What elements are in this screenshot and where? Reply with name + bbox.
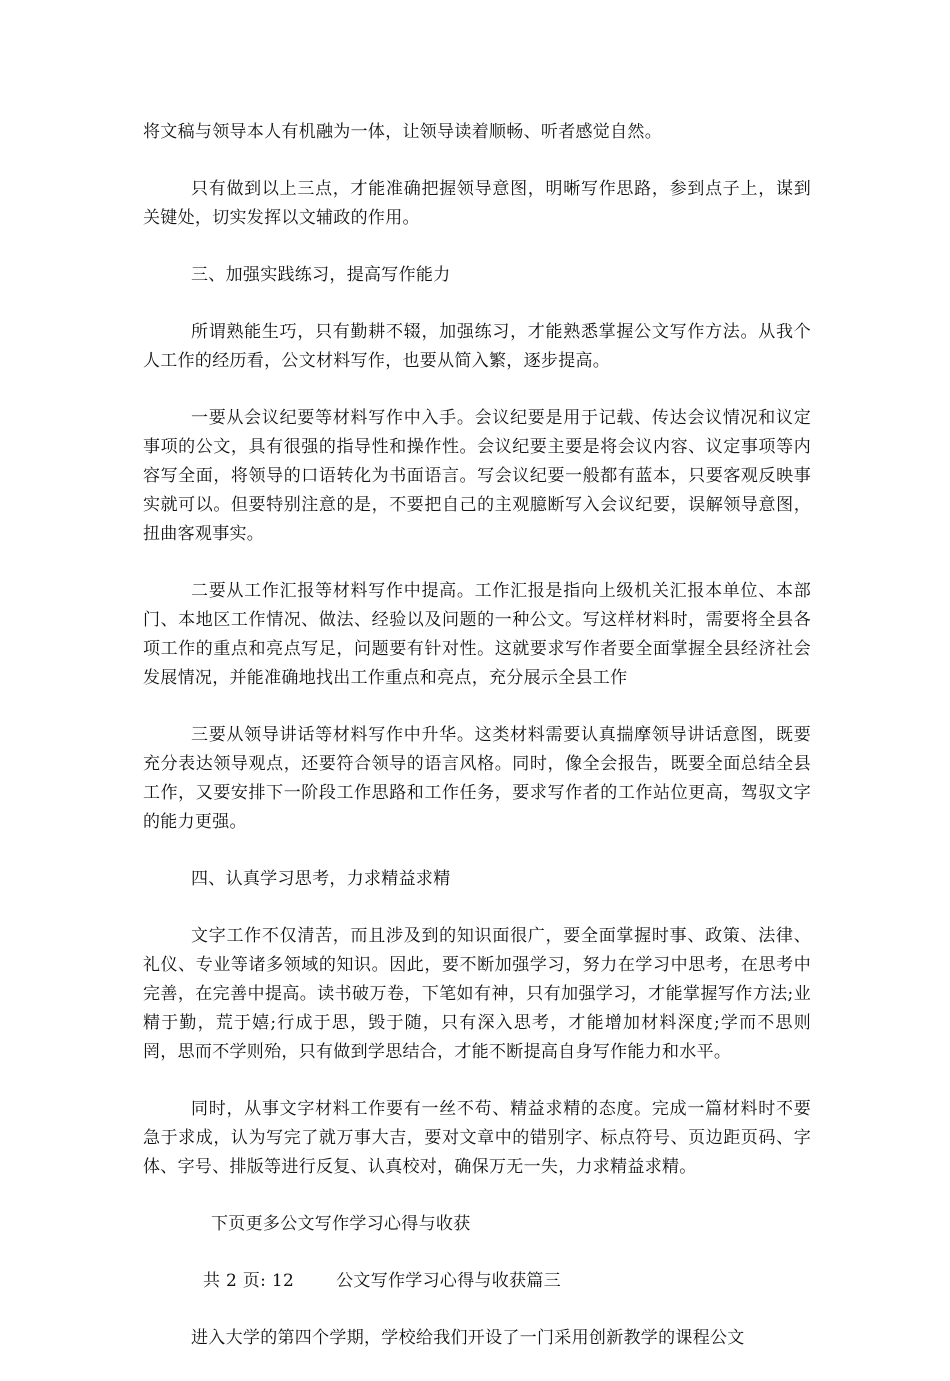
paragraph-summary: 只有做到以上三点，才能准确把握领导意图，明晰写作思路，参到点子上，谋到关键处，切实发挥以文辅政的作用。 bbox=[143, 179, 811, 228]
section-heading-four: 四、认真学习思考，力求精益求精 bbox=[191, 869, 451, 889]
paragraph-meeting-minutes: 一要从会议纪要等材料写作中入手。会议纪要是用于记载、传达会议情况和议定事项的公文，具有很强的指导性和操作性。会议纪要主要是将会议内容、议定事项等内容写全面，将领导的口语转化为书面语言。写会议纪要一般都有蓝本，只要客观反映事实就可以。但要特别注意的是，不要把自己的主观臆断写入会议纪要，误解领导意图，扭曲客观事实。 bbox=[143, 408, 811, 544]
pagination bbox=[143, 1267, 811, 1296]
more-pages-link[interactable]: 下页更多公文写作学习心得与收获 bbox=[211, 1214, 471, 1234]
paragraph-leader-speech: 三要从领导讲话等材料写作中升华。这类材料需要认真揣摩领导讲话意图，既要充分表达领导观点，还要符合领导的语言风格。同时，像全会报告，既要全面总结全县工作，又要安排下一阶段工作思路和工作任务，要求写作者的工作站位更高，驾驭文字的能力更强。 bbox=[143, 725, 811, 832]
document-page bbox=[143, 118, 811, 1381]
page-count[interactable]: 共 2 页: 12 bbox=[203, 1271, 295, 1291]
paragraph-new-article: 进入大学的第四个学期，学校给我们开设了一门采用创新教学的课程公文 bbox=[191, 1328, 745, 1348]
section-heading-three: 三、加强实践练习，提高写作能力 bbox=[191, 265, 451, 285]
paragraph-attitude: 同时，从事文字材料工作要有一丝不苟、精益求精的态度。完成一篇材料时不要急于求成，认为写完了就万事大吉，要对文章中的错别字、标点符号、页边距页码、字体、字号、排版等进行反复、认真校对，确保万无一失，力求精益求精。 bbox=[143, 1099, 811, 1177]
paragraph-practice: 所谓熟能生巧，只有勤耕不辍，加强练习，才能熟悉掌握公文写作方法。从我个人工作的经历看，公文材料写作，也要从简入繁，逐步提高。 bbox=[143, 322, 811, 371]
paragraph-study: 文字工作不仅清苦，而且涉及到的知识面很广，要全面掌握时事、政策、法律、礼仪、专业等诸多领域的知识。因此，要不断加强学习，努力在学习中思考，在思考中完善，在完善中提高。读书破万卷，下笔如有神，只有加强学习，才能掌握写作方法;业精于勤，荒于嬉;行成于思，毁于随，只有深入思考，才能增加材料深度;学而不思则罔，思而不学则殆，只有做到学思结合，才能不断提高自身写作能力和水平。 bbox=[143, 926, 811, 1062]
paragraph-continuation: 将文稿与领导本人有机融为一体，让领导读着顺畅、听者感觉自然。 bbox=[143, 122, 662, 142]
paragraph-work-report: 二要从工作汇报等材料写作中提高。工作汇报是指向上级机关汇报本单位、本部门、本地区工作情况、做法、经验以及问题的一种公文。写这样材料时，需要将全县各项工作的重点和亮点写足，问题要有针对性。这就要求写作者要全面掌握全县经济社会发展情况，并能准确地找出工作重点和亮点，充分展示全县工作 bbox=[143, 581, 811, 688]
next-article-title: 公文写作学习心得与收获篇三 bbox=[336, 1271, 561, 1291]
